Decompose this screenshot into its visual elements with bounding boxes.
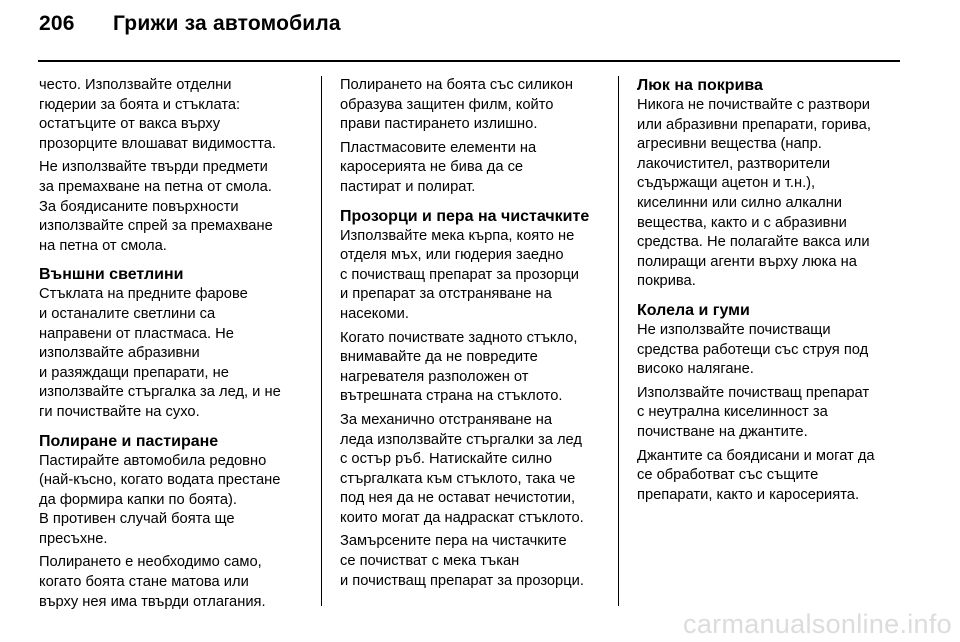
paragraph: Никога не почиствайте с разтвори или абразивни препарати, горива, агресивни вещества (напр. лакочистител, разтворители съдържащи ацетон и т.н.), киселинни или силно алкални вещества, както и с абразивни средства. Не полагайте вакса или полиращи агенти върху люка на покрива. <box>637 97 871 290</box>
section-heading-sunroof: Люк на покрива <box>637 77 763 94</box>
paragraph: често. Използвайте отделни гюдерии за боята и стъклата: остатъците от вакса върху прозорците влошават видимостта. <box>39 77 276 152</box>
column-1 <box>39 76 315 616</box>
page-header <box>39 12 341 36</box>
section-heading-exterior-lights: Външни светлини <box>39 266 184 284</box>
paragraph: Когато почиствате задното стъкло, внимавайте да не повредите нагревателя разположен от вътрешната страна на стъклото. <box>340 329 578 405</box>
column-divider <box>321 76 322 606</box>
header-rule <box>38 60 900 62</box>
paragraph: Не използвайте почистващи средства работещи със струя под високо налягане. <box>637 321 869 378</box>
paragraph: Използвайте мека кърпа, която не отделя мъх, или гюдерия заедно с почистващ препарат за прозорци и препарат за отстраняване на насекоми. <box>340 227 579 322</box>
paragraph: Джантите са боядисани и могат да се обработват със същите препарати, както и каросерията. <box>637 447 875 503</box>
paragraph: Полирането е необходимо само, когато боята стане матова или върху нея има твърди отлагания. <box>39 554 266 610</box>
paragraph: Стъклата на предните фарове и останалите светлини са направени от пластмаса. Не използвайте абразивни и разяждащи препарати, не използвайте стъргалка за лед, и не ги почиствайте на сухо. <box>39 286 281 420</box>
watermark: carmanualsonline.info <box>683 609 952 639</box>
column-2 <box>340 76 612 595</box>
column-3 <box>637 76 909 509</box>
paragraph: Пастирайте автомобила редовно (най-късно, когато водата престане да формира капки по боята). В противен случай боята ще пресъхне. <box>39 452 281 547</box>
paragraph: За механично отстраняване на леда използвайте стъргалки за лед с остър ръб. Натискайте силно стъргалката към стъклото, така че под нея да не остават нечистотии, които могат да надраскат стъклото. <box>340 411 584 526</box>
paragraph: Полирането на боята със силикон образува защитен филм, който прави пастирането излишно. <box>340 77 573 133</box>
paragraph: Пластмасовите елементи на каросерията не бива да се пастират и полират. <box>340 139 537 195</box>
page-number: 206 <box>39 12 75 35</box>
column-divider <box>618 76 619 606</box>
section-heading-windows-wipers: Прозорци и пера на чистачките <box>340 207 590 225</box>
section-heading-wheels-tyres: Колела и гуми <box>637 301 750 319</box>
section-heading-polishing: Полиране и пастиране <box>39 432 219 450</box>
paragraph: Използвайте почистващ препарат с неутрална киселинност за почистване на джантите. <box>637 384 870 440</box>
page-title: Грижи за автомобила <box>113 12 341 35</box>
paragraph: Не използвайте твърди предмети за премахване на петна от смола. За боядисаните повърхности използвайте спрей за премахване на петна от смола. <box>39 159 273 254</box>
paragraph: Замърсените пера на чистачките се почистват с мека тъкан и почистващ препарат за прозорци. <box>340 533 584 589</box>
